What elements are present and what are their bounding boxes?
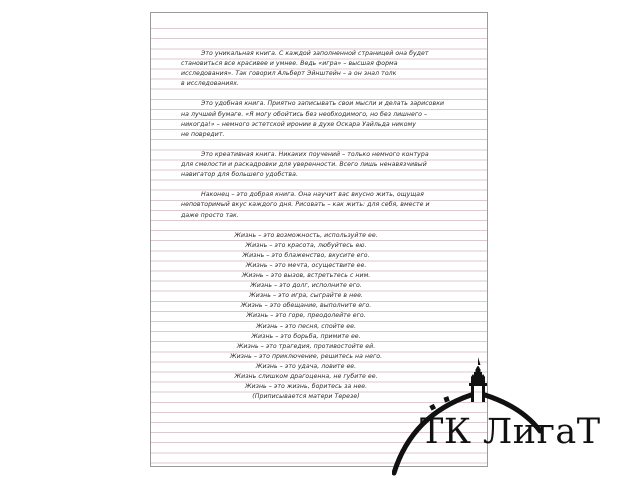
paragraph-4: [181, 190, 481, 220]
text-line: Это уникальная книга. С каждой заполненной страницей она будет: [201, 50, 429, 57]
watermark-logo: [392, 355, 640, 480]
text-line: никогда!» – немного эстетской иронии в духе Оскара Уайльда никому: [181, 120, 416, 128]
poem-line: Жизнь – это борьба, примите ее.: [251, 332, 361, 340]
poem-line: Жизнь – это удача, ловите ее.: [255, 362, 357, 370]
text-line: в исследованиях.: [181, 80, 239, 88]
poem-line: Жизнь – это возможность, используйте ее.: [234, 231, 378, 239]
poem-line: Жизнь – это блаженство, вкусите его.: [242, 251, 370, 259]
text-line: исследования». Так говорил Альберт Эйнштейн – а он знал толк: [181, 70, 397, 78]
text-line: навигатор для большего удобства.: [181, 171, 298, 179]
text-line: на лучшей бумаге. «Я могу обойтись без необходимого, но без лишнего –: [181, 110, 428, 118]
text-line: становиться все красивее и умнее. Ведь «игра» – высшая форма: [181, 60, 398, 68]
poem-line: Жизнь – это игра, сыграйте в нее.: [249, 292, 363, 300]
text-line: Наконец – это добрая книга. Она научит вас вкусно жить, ощущая: [201, 191, 424, 199]
poem-line: Жизнь – это долг, исполните его.: [250, 282, 362, 290]
poem-line: Жизнь – это трагедия, противостойте ей.: [236, 342, 376, 350]
poem-line: Жизнь – это песня, спойте ее.: [255, 322, 357, 330]
poem-attribution: (Приписывается матери Терезе): [252, 393, 360, 401]
poem-line: Жизнь – это приключение, решитесь на него.: [229, 352, 383, 360]
poem-line: Жизнь слишком драгоценна, не губите ее.: [234, 373, 378, 380]
poem-line: Жизнь – это мечта, осуществите ее.: [245, 261, 367, 269]
text-line: Это креативная книга. Никаких поучений – только немного контура: [201, 150, 429, 158]
poem-line: Жизнь – это горе, преодолейте его.: [246, 312, 366, 320]
poem-line: Жизнь – это обещание, выполните его.: [240, 302, 372, 310]
watermark-text: ТК ЛигаТ: [420, 412, 601, 452]
text-line: Это удобная книга. Приятно записывать свои мысли и делать зарисовки: [201, 100, 445, 108]
text-line: для смелости и раскадровки для уверенности. Всего лишь ненавязчивый: [181, 161, 427, 169]
paragraph-3: [181, 150, 481, 180]
page-text: [181, 49, 481, 402]
paragraph-2: [181, 99, 481, 139]
paragraph-1: [181, 49, 481, 89]
text-line: даже просто так.: [181, 211, 239, 219]
text-line: не повредит.: [181, 130, 225, 138]
poem-line: Жизнь – это жизнь, боритесь за нее.: [244, 383, 368, 391]
text-line: неповторимый вкус каждого дня. Рисовать – как жить: для себя, вместе и: [181, 201, 430, 209]
poem-line: Жизнь – это красота, любуйтесь ею.: [245, 241, 367, 249]
poem-line: Жизнь – это вызов, встретьтесь с ним.: [241, 272, 371, 280]
